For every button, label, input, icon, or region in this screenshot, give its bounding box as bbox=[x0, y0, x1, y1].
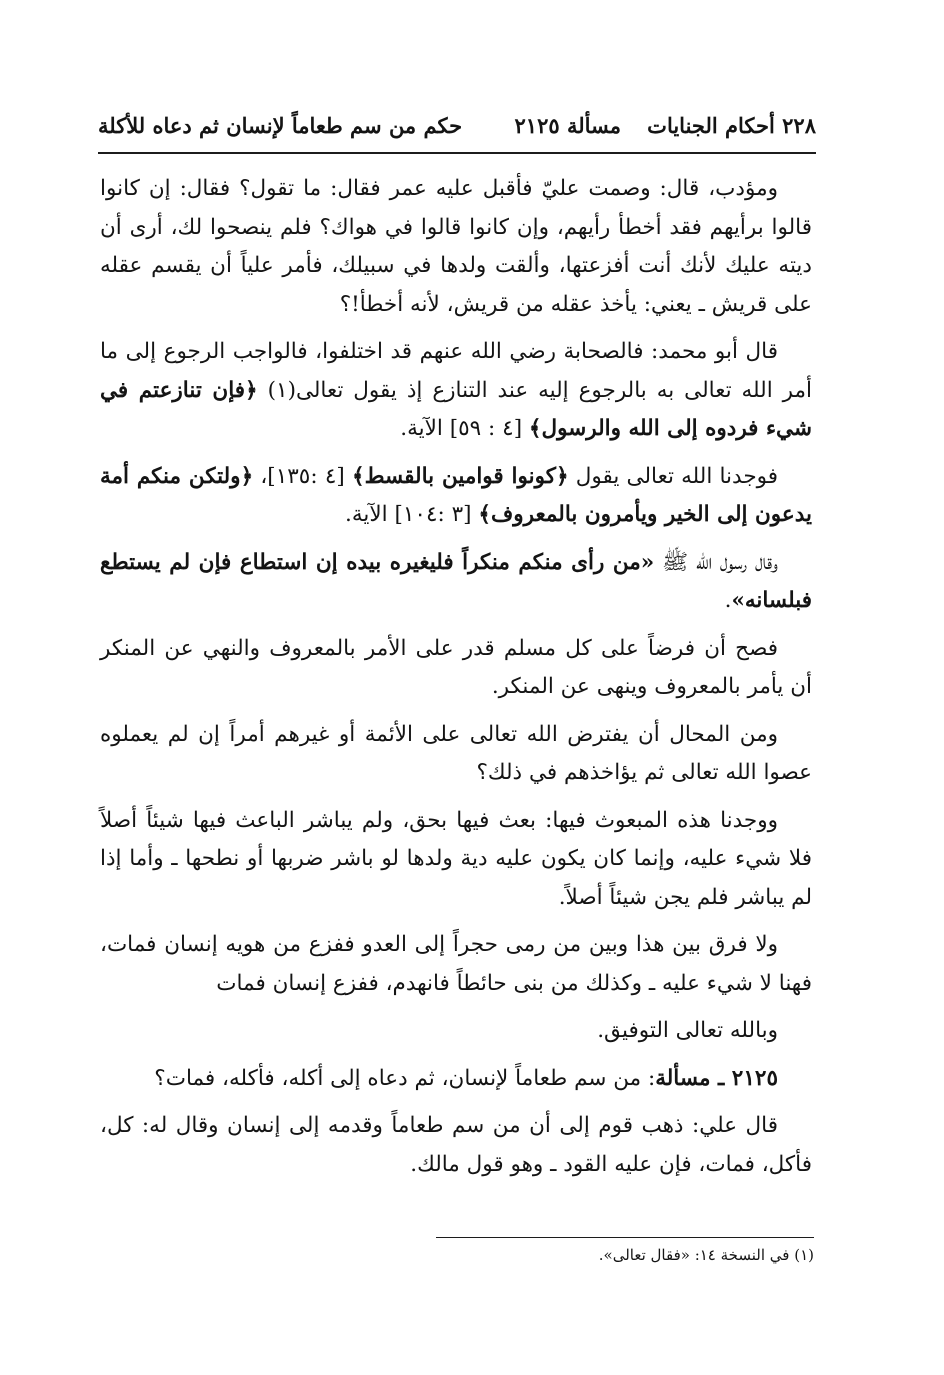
paragraph bbox=[100, 1107, 812, 1184]
text-segment: ومؤدب، قال: وصمت عليّ فأقبل عليه عمر فقال: ما تقول؟ فقال: إن كانوا قالوا برأيهم فقد أخطأ رأيهم، وإن كانوا قالوا في هواك؟ فلم ينصحوا لك، أرى أن ديته عليك لأنك أنت أفزعتها، وألقت ولدها في سبيلك، فأمر علياً أن يقسم عقله على قريش ـ يعني: يأخذ عقله من قريش، لأنه أخطأ!؟ bbox=[100, 176, 812, 317]
paragraph bbox=[100, 544, 812, 621]
paragraph bbox=[100, 170, 812, 324]
page-title: ٢٢٨ أحكام الجنايات bbox=[647, 113, 816, 138]
text-segment: وبالله تعالى التوفيق. bbox=[597, 1018, 778, 1043]
text-segment: . bbox=[724, 588, 732, 613]
paragraph bbox=[100, 458, 812, 535]
text-segment: ووجدنا هذه المبعوث فيها: بعث فيها بحق، ولم يباشر الباعث فيها شيئاً أصلاً فلا شيء عليه، وإنما كان يكون عليه دية ولدها لو باشر ضربها أو نطحها ـ وأما إذا لم يباشر فلم يجن شيئاً أصلاً. bbox=[100, 807, 812, 910]
header-divider bbox=[98, 152, 816, 154]
text-segment: ولا فرق بين هذا وبين من رمى حجراً إلى العدو ففزع من هويه إنسان فمات، فهنا لا شيء عليه ـ وكذلك من بنى حائطاً فانهدم، ففزع إنسان فمات bbox=[100, 932, 812, 996]
paragraph bbox=[100, 716, 812, 793]
issue-number: مسألة ٢١٢٥ bbox=[514, 113, 621, 138]
paragraph bbox=[100, 630, 812, 707]
body-text bbox=[100, 170, 812, 1193]
text-segment: ومن المحال أن يفترض الله تعالى على الأئمة أو غيرهم أمراً إن لم يعملوه عصوا الله تعالى ثم يؤاخذهم في ذلك؟ bbox=[100, 721, 812, 785]
emphasized-text: «من رأى منكم منكراً فليغيره بيده إن استطاع فإن لم يستطع فبلسانه» bbox=[100, 549, 812, 613]
text-segment: [٣ :١٠٤] الآية. bbox=[345, 502, 479, 527]
text-segment: [٤ :١٣٥]، bbox=[253, 463, 352, 489]
text-segment: قال علي: ذهب قوم إلى أن من سم طعاماً وقدمه إلى إنسان وقال له: كل، فأكل، فمات، فإن عليه القود ـ وهو قول مالك. bbox=[100, 1113, 812, 1177]
text-segment: فصح أن فرضاً على كل مسلم قدر على الأمر بالمعروف والنهي عن المنكر أن يأمر بالمعروف وينهى عن المنكر. bbox=[100, 635, 812, 699]
running-title: حكم من سم طعاماً لإنسان ثم دعاه للأكلة bbox=[98, 113, 463, 138]
emphasized-text: ﴿ولتكن منكم أمة يدعون إلى الخير ويأمرون بالمعروف﴾ bbox=[100, 463, 812, 527]
page-header bbox=[98, 113, 816, 147]
paragraph bbox=[100, 926, 812, 1003]
text-segment: : من سم طعاماً لإنسان، ثم دعاه إلى أكله، فأكله، فمات؟ bbox=[154, 1065, 656, 1091]
emphasized-text: ﴿كونوا قوامين بالقسط﴾ bbox=[351, 463, 569, 489]
text-segment: وقال رسول الله ﷺ bbox=[654, 549, 778, 575]
paragraph bbox=[100, 1060, 812, 1099]
text-segment: (١) bbox=[257, 377, 296, 403]
text-segment: فوجدنا الله تعالى يقول bbox=[568, 463, 778, 489]
text-segment: [٤ : ٥٩] الآية. bbox=[400, 416, 529, 441]
text-segment: قال أبو محمد: فالصحابة رضي الله عنهم قد اختلفوا، فالواجب الرجوع إلى ما أمر الله تعالى به بالرجوع إليه عند التنازع إذ يقول تعالى bbox=[100, 339, 812, 403]
footnote-divider bbox=[436, 1237, 814, 1238]
paragraph bbox=[100, 1012, 812, 1051]
paragraph bbox=[100, 333, 812, 449]
emphasized-text: ٢١٢٥ ـ مسألة bbox=[655, 1065, 778, 1091]
footnote: (١) في النسخة ١٤: «فقال تعالى». bbox=[598, 1246, 814, 1264]
emphasized-text: ﴿فإن تنازعتم في شيء فردوه إلى الله والرسول﴾ bbox=[100, 377, 812, 441]
paragraph bbox=[100, 802, 812, 918]
